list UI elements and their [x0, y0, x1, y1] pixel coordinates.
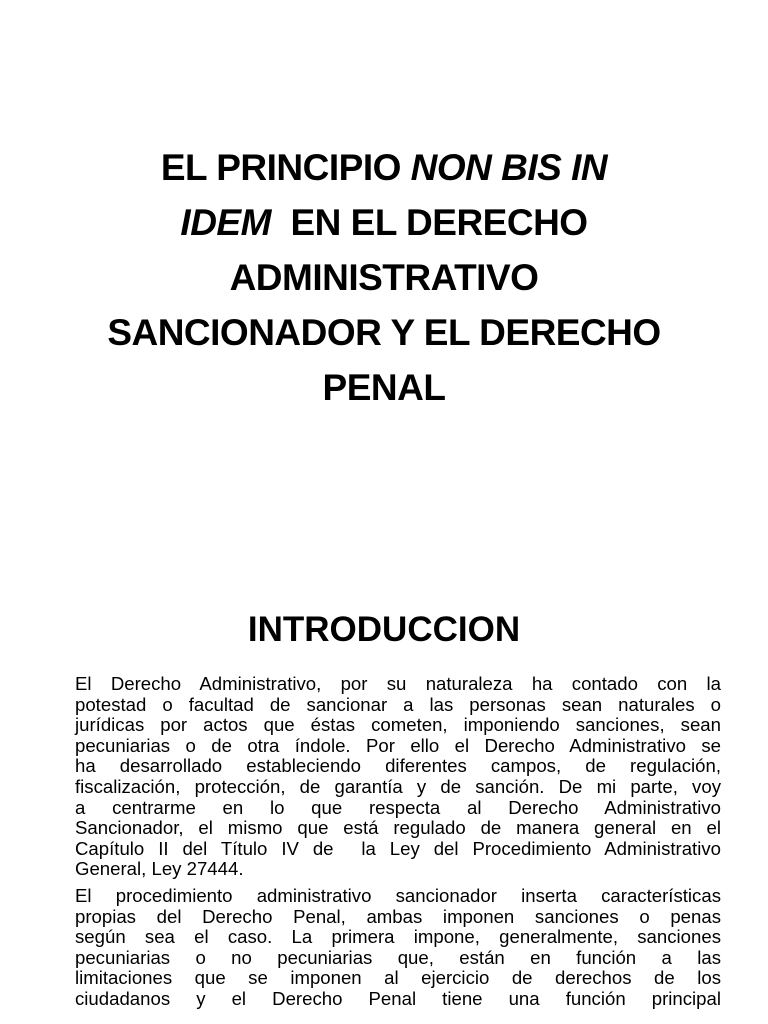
paragraph-line: pecuniarias o no pecuniarias que, están en función a las [75, 946, 721, 968]
title-line-1 [60, 140, 708, 195]
paragraph-line: Sancionador, el mismo que está regulado de manera general en el [75, 817, 721, 839]
paragraph-line: limitaciones que se imponen al ejercicio de derechos de los [75, 967, 721, 989]
paragraph-line: El Derecho Administrativo, por su naturaleza ha contado con la [75, 673, 721, 694]
title-line-2-italic: IDEM [180, 202, 271, 243]
paragraph-line: fiscalización, protección, de garantía y de sanción. De mi parte, voy [75, 775, 721, 797]
title-line-1-plain: EL PRINCIPIO [160, 147, 411, 188]
paragraph-line: pecuniarias o de otra índole. Por ello el Derecho Administrativo se [75, 734, 721, 756]
paragraph-line: según sea el caso. La primera impone, generalmente, sanciones [75, 926, 721, 948]
paragraph-line: ha desarrollado estableciendo diferentes campos, de regulación, [75, 755, 721, 777]
paragraph-line: propias del Derecho Penal, ambas imponen sanciones o penas [75, 905, 721, 927]
paragraph-2 [75, 886, 721, 1010]
title-line-4: SANCIONADOR Y EL DERECHO [107, 312, 661, 353]
paragraph-line: Capítulo II del Título IV de la Ley del Procedimiento Administrativo [75, 837, 721, 859]
title-line-1-italic: NON BIS IN [410, 147, 608, 188]
paragraph-line: General, Ley 27444. [75, 858, 244, 880]
section-heading: INTRODUCCION [247, 610, 521, 649]
title-line-5: PENAL [322, 367, 446, 408]
title-line-3: ADMINISTRATIVO [229, 257, 539, 298]
paragraph-line: potestad o facultad de sancionar a las personas sean naturales o [75, 693, 721, 715]
document-title [60, 140, 708, 415]
paragraph-line: jurídicas por actos que éstas cometen, imponiendo sanciones, sean [75, 714, 721, 736]
paragraph-line: El procedimiento administrativo sancionador inserta características [75, 884, 721, 906]
paragraph-1 [75, 674, 721, 880]
paragraph-line: ciudadanos y el Derecho Penal tiene una función principal [75, 987, 721, 1009]
paragraph-line: a centrarme en lo que respecta al Derecho Administrativo [75, 796, 721, 818]
title-line-2 [60, 195, 708, 250]
title-line-2-plain: EN EL DERECHO [270, 202, 588, 243]
body-text [75, 674, 721, 1016]
